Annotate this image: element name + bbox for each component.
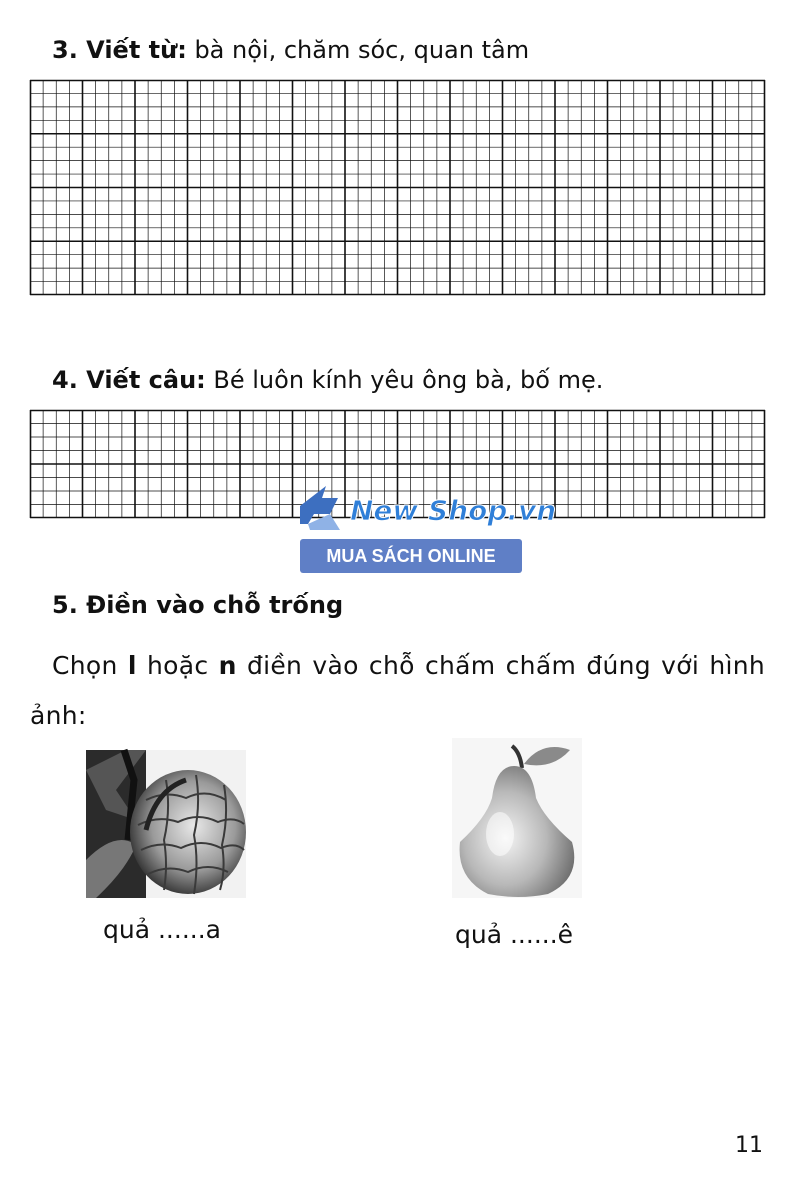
section-4-heading — [52, 366, 603, 394]
section-3-label: 3. Viết từ: — [52, 36, 187, 64]
watermark-tagline: MUA SÁCH ONLINE — [326, 546, 496, 566]
newshop-logo — [300, 484, 557, 532]
svg-text:New Shop.vn: New Shop.vn — [350, 494, 557, 527]
caption-custard-apple: quả ......a — [103, 915, 221, 944]
letter-n: n — [218, 651, 237, 680]
page-number: 11 — [735, 1133, 763, 1158]
pear-image — [452, 738, 582, 898]
section-5-heading — [52, 591, 343, 619]
grid-lines — [30, 80, 765, 295]
section-4-text: Bé luôn kính yêu ông bà, bố mẹ. — [205, 366, 604, 394]
letter-l: l — [127, 651, 137, 680]
custard-apple-image — [86, 750, 246, 898]
caption-pear: quả ......ê — [455, 920, 574, 949]
section-3-heading — [52, 36, 529, 64]
section-5-title: 5. Điền vào chỗ trống — [52, 591, 344, 619]
section-5-instruction: Chọn l hoặc n điền vào chỗ chấm chấm đúng với hình ảnh: — [30, 651, 766, 730]
watermark — [300, 484, 557, 574]
section-4-label: 4. Viết câu: — [52, 366, 206, 394]
writing-grid-section-3 — [30, 80, 765, 295]
section-3-text: bà nội, chăm sóc, quan tâm — [186, 36, 530, 64]
